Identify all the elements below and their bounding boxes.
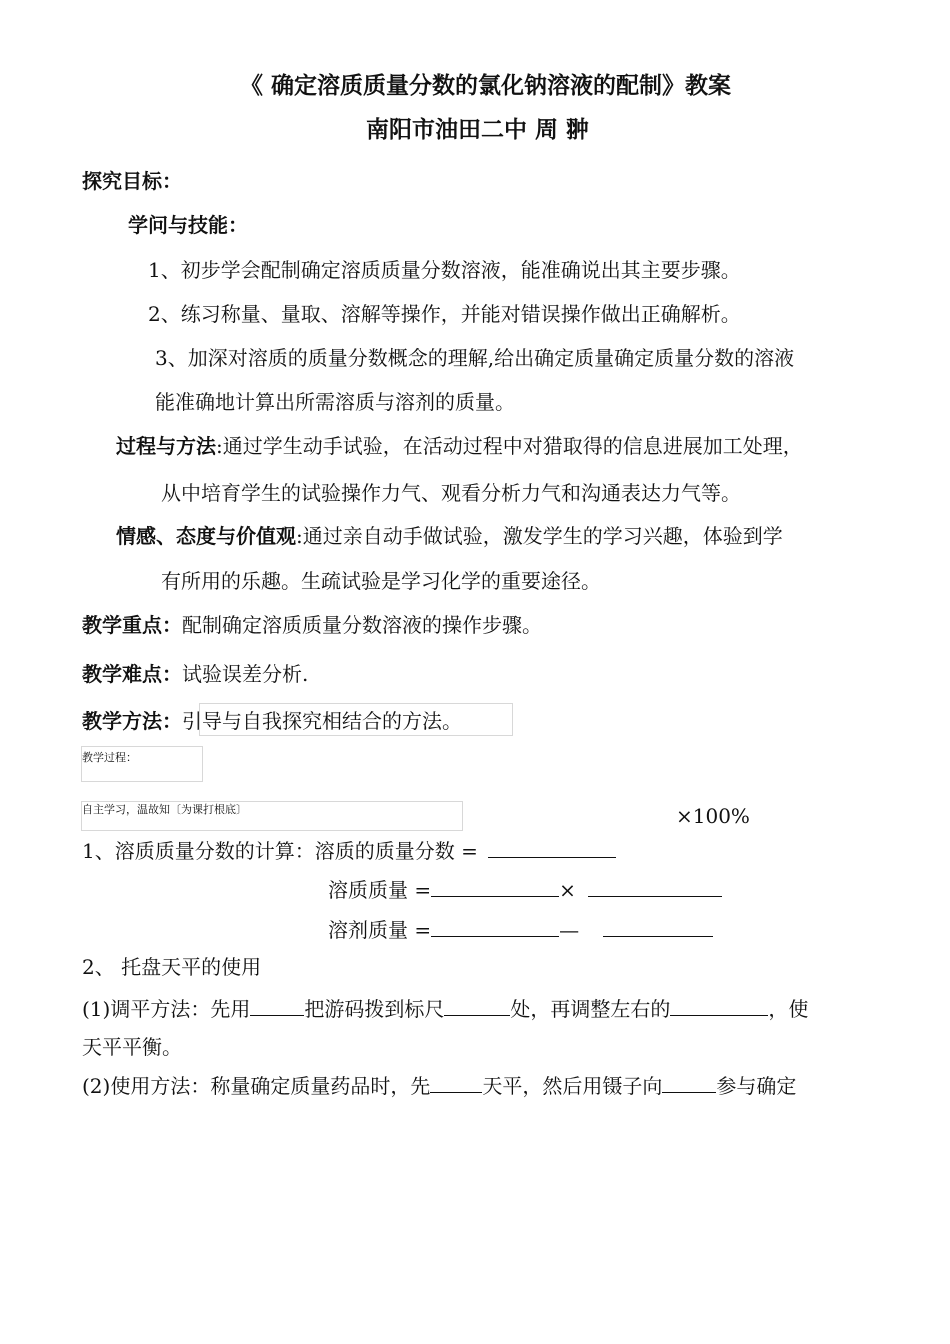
percent-factor: ×100% [676,804,750,828]
use-part3: 参与确定 [716,1074,797,1098]
solvent-label: 溶剂质量 = [328,918,432,942]
process-line2: 从中培育学生的试验操作力气、观看分析力气和沟通表达力气等。 [161,481,741,505]
formula-line-1 [82,835,616,864]
solute-label: 溶质质量 = [328,878,432,902]
blank-mass-fraction[interactable] [488,839,616,858]
process-label: 过程与方法 [116,434,216,458]
formula-solute [328,874,722,903]
knowledge-item-1: 1、初步学会配制确定溶质质量分数溶液，能准确说出其主要步骤。 [148,258,741,282]
emotion-objective [116,520,783,549]
process-objective [116,430,803,459]
document-title: 《 确定溶质质量分数的氯化钠溶液的配制》教案 [240,73,732,99]
emotion-label: 情感、态度与价值观 [116,524,296,548]
balance-adjust-line [82,993,808,1022]
balance-use-line [82,1070,796,1099]
times-sign: × [559,878,576,902]
blank-solvent-2[interactable] [603,918,713,937]
key-point [82,609,542,638]
blank-use-1[interactable] [430,1074,482,1093]
adjust-part2: 把游码拨到标尺 [304,997,445,1021]
knowledge-heading: 学问与技能： [128,213,248,237]
blank-adjust-1[interactable] [250,997,304,1016]
adjust-part3: 处，再调整左右的 [510,997,671,1021]
process-label: 教学过程： [82,751,137,764]
blank-adjust-2[interactable] [444,997,510,1016]
blank-solute-2[interactable] [588,878,722,897]
balance-heading: 2、 托盘天平的使用 [82,955,262,979]
process-line1: :通过学生动手试验，在活动过程中对猎取得的信息进展加工处理， [216,434,803,458]
review-label: 自主学习，温故知〔为课打根底〕 [82,803,247,816]
emotion-line2: 有所用的乐趣。生疏试验是学习化学的重要途径。 [161,569,601,593]
knowledge-item-2: 2、练习称量、量取、溶解等操作，并能对错误操作做出正确解析。 [148,302,741,326]
blank-solute-1[interactable] [431,878,559,897]
adjust-part4: ，使 [768,997,809,1021]
method-textbox-border [199,703,513,736]
blank-adjust-3[interactable] [670,997,768,1016]
key-point-text: 配制确定溶质质量分数溶液的操作步骤。 [182,613,542,637]
use-part1: (2)使用方法：称量确定质量药品时，先 [82,1074,431,1098]
adjust-part1: (1)调平方法：先用 [82,997,251,1021]
knowledge-item-3: 3、加深对溶质的质量分数概念的理解,给出确定质量确定质量分数的溶液 [155,346,795,370]
blank-solvent-1[interactable] [431,918,559,937]
formula-solvent [328,914,713,943]
emotion-line1: :通过亲自动手做试验，激发学生的学习兴趣，体验到学 [296,524,783,548]
method-label: 教学方法： [82,709,182,733]
formula-mass-fraction-text: 1、溶质质量分数的计算：溶质的质量分数 = [82,839,478,863]
difficulty-text: 试验误差分析. [182,662,309,686]
use-part2: 天平，然后用镊子向 [482,1074,663,1098]
objectives-heading: 探究目标： [82,169,182,193]
balance-adjust-line2: 天平平衡。 [82,1035,182,1059]
minus-sign: — [559,918,580,942]
difficulty [82,658,308,687]
key-point-label: 教学重点： [82,613,182,637]
author-line: 南阳市油田二中 周 翀 [366,117,590,143]
difficulty-label: 教学难点： [82,662,182,686]
blank-use-2[interactable] [662,1074,716,1093]
method-text: 引导与自我探究相结合的方法。 [182,709,462,733]
knowledge-item-3-cont: 能准确地计算出所需溶质与溶剂的质量。 [155,390,515,414]
